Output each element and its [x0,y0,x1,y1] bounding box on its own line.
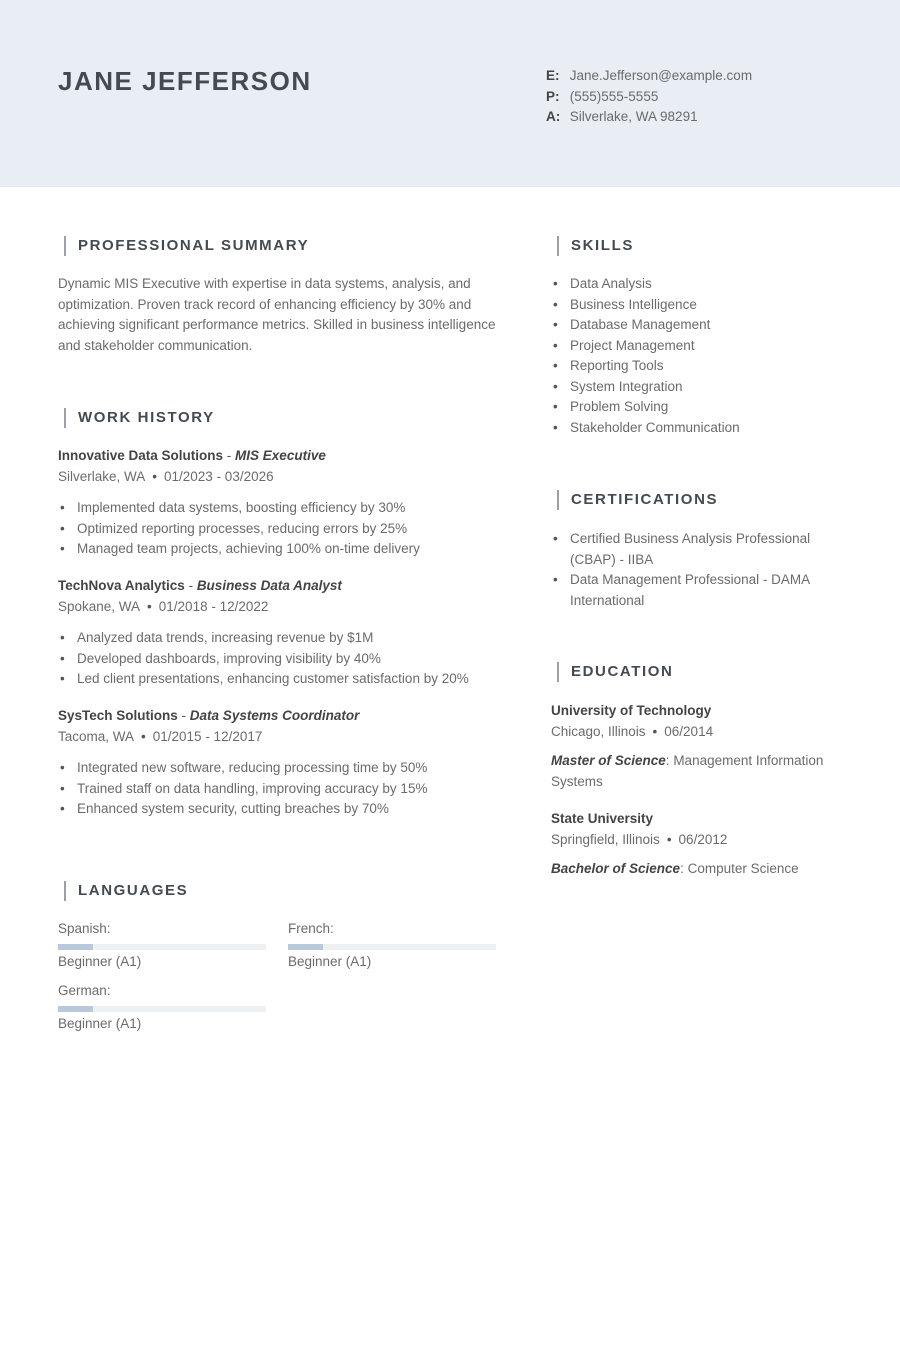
contact-address-row [546,107,752,128]
education-degree-colon: : [680,861,688,876]
language-name: German: [58,983,111,998]
education-date: 06/2012 [678,832,728,847]
job-company: TechNova Analytics [58,578,185,593]
job-company: Innovative Data Solutions [58,448,224,463]
education-field: Management Information Systems [551,753,824,789]
education-field: Computer Science [687,861,799,876]
contact-email-label: E: [546,68,560,83]
education-location: Chicago, Illinois [551,724,646,739]
job-dates: 01/2023 - 03/2026 [164,469,274,484]
language-proficiency-fill [58,1006,93,1012]
job-bullet: • Enhanced system security, cutting breaches by 70% [58,799,427,820]
education-degree-name: Bachelor of Science [551,861,681,876]
job-location: Spokane, WA [58,599,141,614]
separator-dot: • [147,599,152,614]
language-level: Beginner (A1) [58,954,142,969]
contact-phone: (555)555-5555 [569,88,659,104]
skill-item: • Database Management [551,315,740,336]
education-meta [551,722,713,743]
contact-phone-label: P: [546,88,560,104]
job-heading [58,706,359,727]
job-dates: 01/2015 - 12/2017 [152,729,263,744]
job-heading [58,446,326,467]
languages-heading: LANGUAGES [64,881,188,901]
job-bullet: • Optimized reporting processes, reducing errors by 25% [58,519,420,540]
skill-item: • Business Intelligence [551,295,740,316]
job-company: SysTech Solutions [58,708,178,723]
summary-heading: PROFESSIONAL SUMMARY [64,236,309,256]
skill-item: • Problem Solving [551,397,740,418]
candidate-name: JANE JEFFERSON [58,66,312,96]
skill-item: • Reporting Tools [551,356,740,377]
skills-heading: SKILLS [557,236,634,256]
job-location: Tacoma, WA [58,729,135,744]
job-meta [58,727,262,748]
contact-phone-row [546,87,752,108]
contact-email: Jane.Jefferson@example.com [569,68,753,83]
summary-text: Dynamic MIS Executive with expertise in data systems, analysis, and optimization. Proven track record of enhancing efficiency by 30% and achieving significant performance metrics. Skilled in business intelligence and stakeholder communication. [58,276,496,353]
language-item [288,920,496,971]
language-proficiency-bar [58,944,266,950]
job-bullets [58,628,469,690]
education-meta [551,830,727,851]
certifications-list [551,529,846,611]
job-bullet: • Integrated new software, reducing processing time by 50% [58,758,427,779]
skill-item: • System Integration [551,377,740,398]
job-bullet: • Managed team projects, achieving 100% on-time delivery [58,539,420,560]
job-bullets [58,758,427,820]
job-title: Data Systems Coordinator [189,708,360,723]
job-title: MIS Executive [235,448,326,463]
separator-dot: • [652,724,658,739]
job-bullet: • Developed dashboards, improving visibility by 40% [58,649,469,670]
education-school: University of Technology [551,703,712,718]
language-name: French: [288,921,334,936]
job-separator: - [226,448,236,463]
language-proficiency-bar [58,1006,266,1012]
job-bullet: • Analyzed data trends, increasing revenue by $1M [58,628,469,649]
education-school: State University [551,811,654,826]
education-location: Springfield, Illinois [551,832,660,847]
language-proficiency-fill [288,944,323,950]
job-bullets [58,498,420,560]
contact-address-label: A: [546,109,561,124]
skill-item: • Project Management [551,336,740,357]
certifications-heading: CERTIFICATIONS [557,490,718,510]
certification-item: • Data Management Professional - DAMA International [551,570,846,611]
job-bullet: • Trained staff on data handling, improving accuracy by 15% [58,779,427,800]
language-name: Spanish: [58,921,111,936]
separator-dot: • [666,832,672,847]
job-dates: 01/2018 - 12/2022 [158,599,269,614]
language-item [58,982,266,1033]
contact-address: Silverlake, WA 98291 [569,109,698,124]
job-location: Silverlake, WA [58,469,146,484]
job-bullet: • Led client presentations, enhancing customer satisfaction by 20% [58,669,469,690]
job-bullet: • Implemented data systems, boosting efficiency by 30% [58,498,420,519]
education-heading: EDUCATION [557,662,673,682]
separator-dot: • [152,469,158,484]
contact-email-row [546,66,752,87]
language-level: Beginner (A1) [288,954,372,969]
language-proficiency-bar [288,944,496,950]
job-title: Business Data Analyst [196,578,342,593]
certification-item: • Certified Business Analysis Professional (CBAP) - IIBA [551,529,846,570]
education-degree-name: Master of Science [551,753,666,768]
skill-item: • Stakeholder Communication [551,418,740,439]
job-heading [58,576,342,597]
contact-info [546,66,752,128]
job-meta [58,467,274,488]
education-degree-colon: : [665,753,674,768]
skills-list [551,274,740,438]
separator-dot: • [141,729,146,744]
skill-item: • Data Analysis [551,274,740,295]
job-separator: - [181,708,190,723]
job-meta [58,597,268,618]
education-date: 06/2014 [664,724,714,739]
language-item [58,920,266,971]
education-degree [551,859,851,880]
work-history-heading: WORK HISTORY [64,408,215,428]
education-degree [551,751,851,792]
language-proficiency-fill [58,944,93,950]
language-level: Beginner (A1) [58,1016,142,1031]
job-separator: - [188,578,197,593]
